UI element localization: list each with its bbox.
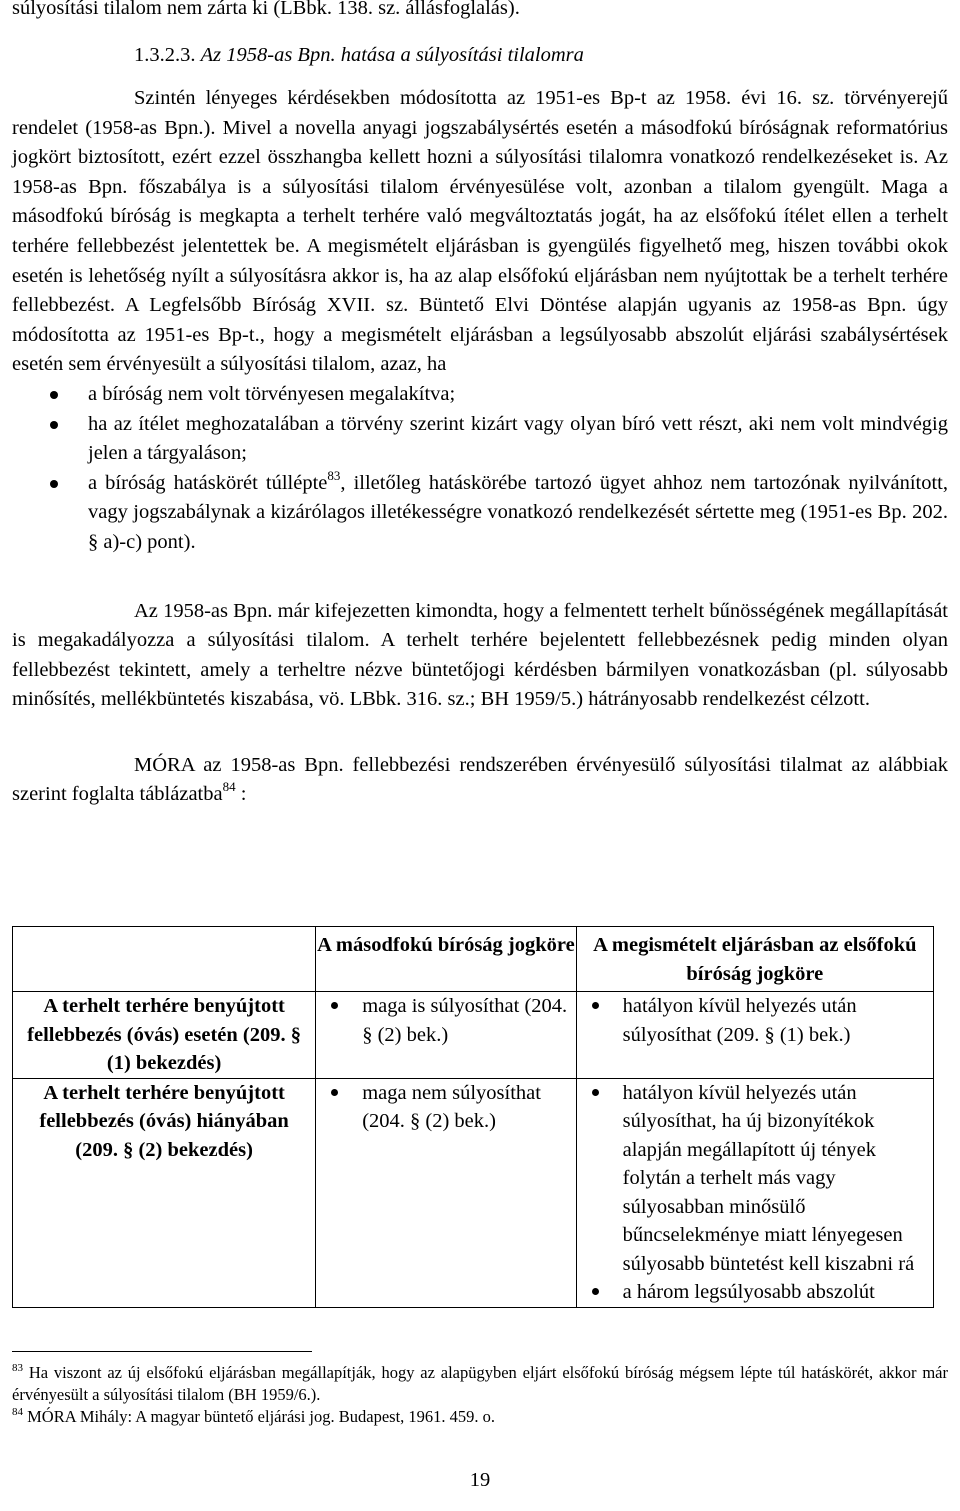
list-item-text: a bíróság hatáskörét túllépte bbox=[88, 471, 328, 494]
footnote-ref-83[interactable]: 83 bbox=[327, 467, 341, 483]
table-row bbox=[13, 1078, 934, 1307]
table-row bbox=[13, 992, 934, 1079]
body-paragraph-2: Az 1958-as Bpn. már kifejezetten kimondta, hogy a felmentett terhelt bűnösségének megállapítását is megakadályozza a súlyosítási tilalom. A terhelt terhére bejelentett fellebbezésnek pedig minden olyan fellebbezést tekintett, amely a terheltre nézve büntetőjogi kérdésben bármilyen vonatkozásban (pl. súlyosabb minősítés, mellékbüntetés kiszabása, vö. LBbk. 316. sz.; BH 1959/5.) hátrányosabb rendelkezést célzott. bbox=[12, 599, 948, 711]
bullet-icon bbox=[331, 1002, 338, 1009]
table-cell bbox=[316, 1078, 576, 1307]
bullet-list bbox=[12, 380, 948, 558]
bullet-icon bbox=[592, 1288, 599, 1295]
paragraph-text: MÓRA az 1958-as Bpn. fellebbezési rendszerében érvényesülő súlyosítási tilalmat az alábbiak szerint foglalta táblázatba bbox=[12, 753, 948, 806]
cell-text: maga nem súlyosíthat (204. § (2) bek.) bbox=[362, 1081, 541, 1132]
body-paragraph-3 bbox=[12, 751, 948, 810]
footnote-number: 84 bbox=[12, 1406, 23, 1418]
footnote-83 bbox=[12, 1362, 948, 1406]
list-item bbox=[12, 469, 948, 558]
bullet-icon bbox=[50, 480, 58, 488]
list-item bbox=[12, 410, 948, 469]
appeal-table bbox=[12, 926, 934, 1308]
bullet-icon bbox=[592, 1089, 599, 1096]
footnote-text: MÓRA Mihály: A magyar büntető eljárási jog. Budapest, 1961. 459. o. bbox=[27, 1407, 496, 1426]
table-cell bbox=[316, 992, 576, 1079]
cell-list bbox=[577, 1079, 933, 1307]
table-cell bbox=[13, 992, 316, 1079]
cell-list bbox=[316, 992, 575, 1049]
list-item bbox=[316, 1079, 575, 1136]
cell-text: a három legsúlyosabb abszolút bbox=[622, 1281, 875, 1303]
section-title: Az 1958-as Bpn. hatása a súlyosítási tilalomra bbox=[200, 44, 584, 66]
row-label: A terhelt terhére benyújtott fellebbezés (óvás) esetén (209. § (1) bekezdés) bbox=[27, 995, 301, 1074]
footnote-84 bbox=[12, 1406, 948, 1428]
list-item bbox=[316, 992, 575, 1049]
list-item bbox=[577, 992, 933, 1049]
footnotes bbox=[12, 1362, 948, 1428]
section-heading bbox=[12, 41, 948, 70]
bullet-icon bbox=[50, 391, 58, 399]
cell-text: maga is súlyosíthat (204. § (2) bek.) bbox=[362, 995, 568, 1046]
list-item-text: a bíróság nem volt törvényesen megalakítva; bbox=[88, 382, 456, 405]
list-item bbox=[12, 380, 948, 410]
body-paragraph-1: Szintén lényeges kérdésekben módosította az 1951-es Bp-t az 1958. évi 16. sz. törvényerejű rendelet (1958-as Bpn.). Mivel a novella anyagi jogszabálysértés esetén a másodfokú bíróságnak reformatórius jogkört biztosított, ezért ezzel összhangba kellett hozni a súlyosítási tilalomra vonatkozó rendelkezéseket is. Az 1958-as Bpn. főszabálya is a súlyosítási tilalom érvényesülése volt, azonban a tilalom gyengült. Maga a másodfokú bíróság is megkapta a terhelt terhére való megváltoztatás jogát, ha az elsőfokú ítélet ellen a terhelt terhére fellebbezést jelentettek be. A megismételt eljárásban is gyengülés figyelhető meg, hiszen további okok esetén is lehetőség nyílt a súlyosításra akkor is, ha az alap elsőfokú eljárásban nem nyújtottak be a terhelt terhére fellebbezést. A Legfelsőbb Bíróság XVII. sz. Büntető Elvi Döntése alapján ugyanis az 1958-as Bpn. úgy módosította az 1951-es Bp-t., hogy a megismételt eljárásban a legsúlyosabb abszolút eljárási szabálysértések esetén sem érvényesült a súlyosítási tilalom, azaz, ha bbox=[12, 87, 948, 376]
continued-text: súlyosítási tilalom nem zárta ki (LBbk. 138. sz. állásfoglalás). bbox=[12, 0, 520, 19]
cell-text: hatályon kívül helyezés után súlyosíthat (209. § (1) bek.) bbox=[622, 995, 857, 1046]
cell-list bbox=[577, 992, 933, 1049]
cell-text: hatályon kívül helyezés után súlyosíthat, ha új bizonyítékok alapján megállapított új tények folytán a terhelt más vagy súlyosabban minősülő bűncselekménye miatt lényegesen súlyosabb büntetést kell kiszabni rá bbox=[622, 1081, 915, 1275]
table-header-retrial: A megismételt eljárásban az elsőfokú bíróság jogköre bbox=[576, 927, 933, 992]
table-header-empty bbox=[13, 927, 316, 992]
list-item-text-cont: , illetőleg hatáskörébe tartozó ügyet ahhoz nem tartozónak nyilvánított, vagy jogszabálynak a kizárólagos illetékességre vonatkozó rendelkezését sértette meg (1951-es Bp. 202. § a)-c) pont). bbox=[88, 471, 949, 553]
row-label: A terhelt terhére benyújtott fellebbezés (óvás) hiányában (209. § (2) bekezdés) bbox=[39, 1081, 289, 1161]
page-number: 19 bbox=[469, 1469, 491, 1491]
bullet-icon bbox=[331, 1089, 338, 1096]
footnote-ref-84[interactable]: 84 bbox=[222, 779, 236, 795]
list-item bbox=[577, 1278, 933, 1307]
cell-list bbox=[316, 1079, 575, 1136]
table-cell bbox=[13, 1078, 316, 1307]
footnote-separator bbox=[12, 1351, 312, 1352]
table-header-second-instance: A másodfokú bíróság jogköre bbox=[316, 927, 576, 992]
section-number: 1.3.2.3. bbox=[134, 44, 196, 66]
table-header-row bbox=[13, 927, 934, 992]
footnote-text: Ha viszont az új elsőfokú eljárásban megállapítják, hogy az alapügyben eljárt elsőfokú bíróság mégsem lépte túl hatáskörét, akkor már érvényesült a súlyosítási tilalom (BH 1959/6.). bbox=[12, 1363, 949, 1404]
paragraph-text-cont: : bbox=[240, 783, 247, 806]
bullet-icon bbox=[50, 421, 58, 429]
footnote-number: 83 bbox=[12, 1362, 23, 1374]
list-item-text: ha az ítélet meghozatalában a törvény szerint kizárt vagy olyan bíró vett részt, aki nem volt mindvégig jelen a tárgyaláson; bbox=[88, 412, 948, 465]
list-item bbox=[577, 1079, 933, 1279]
bullet-icon bbox=[592, 1002, 599, 1009]
table-cell bbox=[576, 1078, 933, 1307]
table-cell bbox=[576, 992, 933, 1079]
